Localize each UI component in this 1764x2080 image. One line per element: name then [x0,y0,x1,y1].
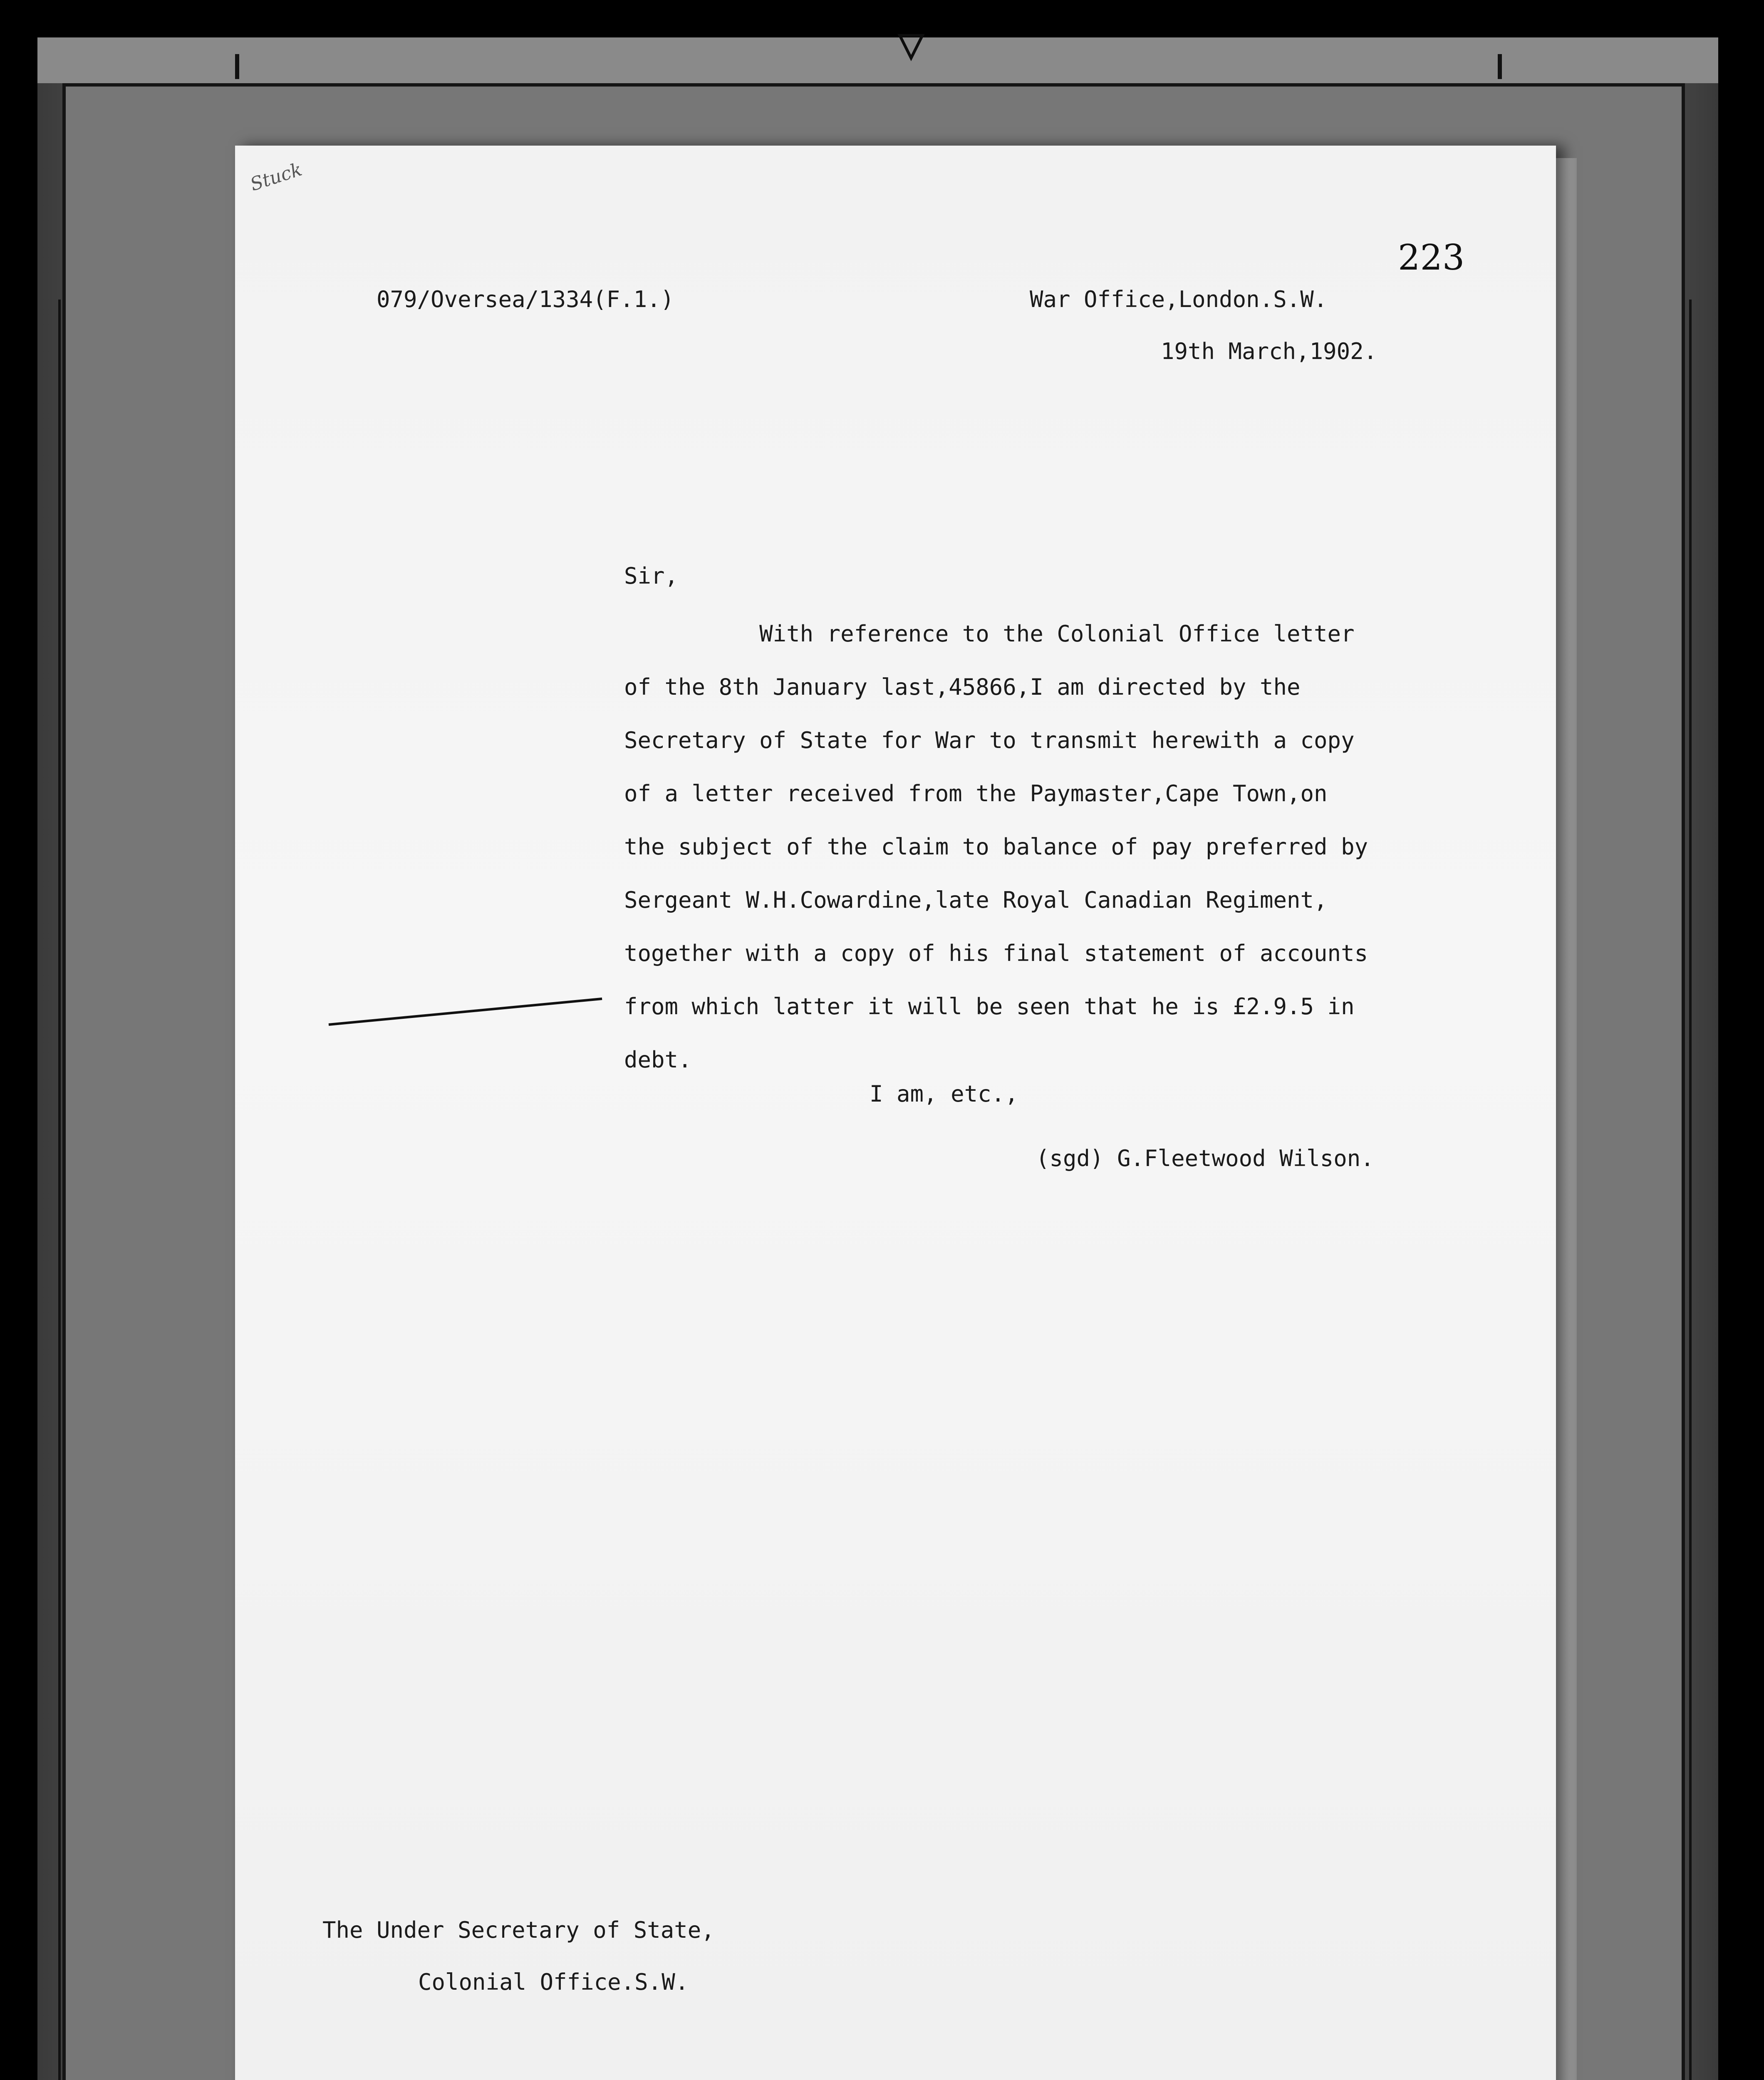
pencil-annotation: Stuck [248,158,305,196]
frame-left-rule [58,300,61,2080]
body-line: of the 8th January last,45866,I am directed by the [624,674,1301,700]
sender-address: War Office,London.S.W. [1030,286,1328,312]
letter-page [235,146,1556,2080]
body-line: of a letter received from the Paymaster,Cape Town,on [624,780,1328,807]
recipient-title: The Under Secretary of State, [322,1917,715,1943]
folio-number: 223 [1398,237,1465,278]
body-line: debt. [624,1047,692,1073]
closing: I am, etc., [870,1081,1018,1107]
body-line: With reference to the Colonial Office letter [624,621,1355,647]
salutation: Sir, [624,563,679,589]
body-line: Secretary of State for War to transmit herewith a copy [624,727,1355,753]
frame-notch-icon: ▽ [897,17,925,70]
body-line: from which latter it will be seen that he is £2.9.5 in [624,993,1355,1020]
letter-body [624,607,1556,1087]
frame-tick-right [1498,54,1502,79]
signature: (sgd) G.Fleetwood Wilson. [1036,1145,1374,1171]
frame-right-rule [1689,300,1692,2080]
body-line: Sergeant W.H.Cowardine,late Royal Canadian Regiment, [624,887,1328,913]
recipient-office: Colonial Office.S.W. [418,1969,689,1995]
letter-date: 19th March,1902. [1161,338,1378,364]
frame-tick-left [235,54,239,79]
body-line: together with a copy of his final statement of accounts [624,940,1368,966]
microfilm-top-band [37,37,1718,83]
reference-number: 079/Oversea/1334(F.1.) [377,286,674,312]
body-line: the subject of the claim to balance of pay preferred by [624,834,1368,860]
